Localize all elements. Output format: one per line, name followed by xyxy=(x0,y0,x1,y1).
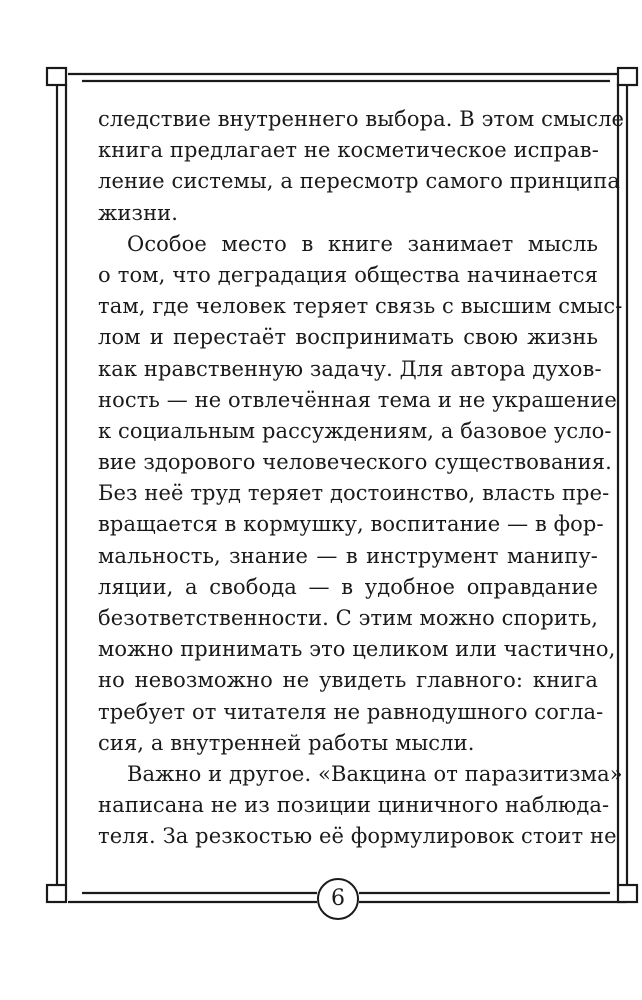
corner-square-bottom-left xyxy=(47,885,66,902)
text-line: жизни. xyxy=(98,200,179,225)
text-line: можно принимать это целиком или частично, xyxy=(98,637,616,662)
text-line: теля. За резкостью её формулировок стоит не xyxy=(98,824,617,849)
text-line: к социальным рассуждениям, а базовое усло- xyxy=(98,418,612,443)
text-line: безответственности. С этим можно спорить, xyxy=(98,606,599,630)
text-line: ляции, а свобода — в удобное оправдание xyxy=(98,574,598,599)
text-line: как нравственную задачу. Для автора духов- xyxy=(98,356,602,381)
body-text xyxy=(98,104,625,853)
text-line: ность — не отвлечённая тема и не украшение xyxy=(98,387,617,412)
text-line: вращается в кормушку, воспитание — в фор- xyxy=(98,512,604,537)
text-line: книга предлагает не косметическое исправ- xyxy=(98,138,599,163)
text-line: сия, а внутренней работы мысли. xyxy=(98,730,475,755)
text-line: следствие внутреннего выбора. В этом смысле xyxy=(98,107,625,131)
text-line: вие здорового человеческого существования. xyxy=(98,450,612,475)
corner-square-top-right xyxy=(618,68,637,85)
text-line: Важно и другое. «Вакцина от паразитизма» xyxy=(127,761,623,786)
corner-square-bottom-right xyxy=(618,885,637,902)
text-line: лом и перестаёт воспринимать свою жизнь xyxy=(98,325,598,350)
text-line: о том, что деградация общества начинается xyxy=(98,262,598,287)
corner-square-top-left xyxy=(47,68,66,85)
page-number: 6 xyxy=(317,878,359,920)
text-line: там, где человек теряет связь с высшим смыс- xyxy=(98,294,623,319)
text-line: Без неё труд теряет достоинство, власть пре- xyxy=(98,481,610,506)
text-line: ление системы, а пересмотр самого принципа xyxy=(98,169,621,194)
text-line: мальность, знание — в инструмент манипу- xyxy=(98,543,598,568)
text-line: требует от читателя не равнодушного согла- xyxy=(98,699,604,724)
text-line: Особое место в книге занимает мысль xyxy=(127,231,598,256)
text-line: но невозможно не увидеть главного: книга xyxy=(98,668,598,693)
text-line: написана не из позиции циничного наблюда- xyxy=(98,793,610,818)
